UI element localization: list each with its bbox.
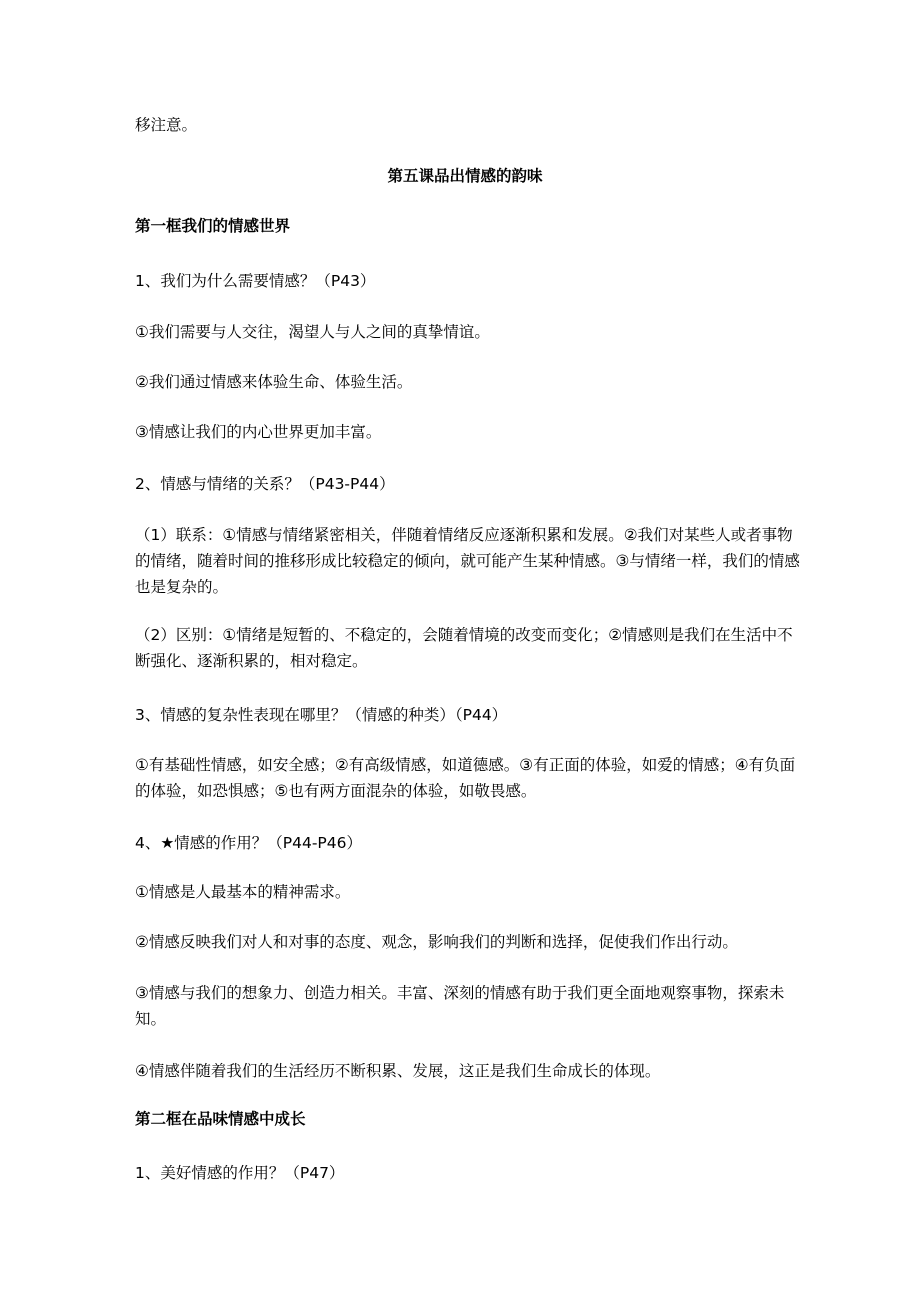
lesson-title: 第五课品出情感的韵味 xyxy=(387,167,543,185)
section-heading-1: 第一框我们的情感世界 xyxy=(135,217,291,235)
answer-3-1: ①有基础性情感，如安全感；②有高级情感，如道德感。③有正面的体验，如爱的情感；④有负面的体验，如恐惧感；⑤也有两方面混杂的体验，如敬畏感。 xyxy=(135,756,796,800)
question-3: 3、情感的复杂性表现在哪里？（情感的种类）（P44） xyxy=(135,706,508,724)
question-5: 1、美好情感的作用？（P47） xyxy=(135,1164,345,1182)
answer-2-2: （2）区别：①情绪是短暂的、不稳定的，会随着情境的改变而变化；②情感则是我们在生活中不断强化、逐渐积累的，相对稳定。 xyxy=(135,626,793,670)
answer-4-3: ③情感与我们的想象力、创造力相关。丰富、深刻的情感有助于我们更全面地观察事物，探索未知。 xyxy=(135,984,785,1028)
answer-4-4: ④情感伴随着我们的生活经历不断积累、发展，这正是我们生命成长的体现。 xyxy=(135,1062,661,1080)
question-1: 1、我们为什么需要情感？（P43） xyxy=(135,272,376,290)
answer-2-1: （1）联系：①情感与情绪紧密相关，伴随着情绪反应逐渐积累和发展。②我们对某些人或者事物的情绪，随着时间的推移形成比较稳定的倾向，就可能产生某种情感。③与情绪一样，我们的情感也是复杂的。 xyxy=(135,526,800,596)
question-4: 4、★情感的作用？（P44-P46） xyxy=(135,834,362,852)
section-heading-2: 第二框在品味情感中成长 xyxy=(135,1110,306,1128)
answer-4-1: ①情感是人最基本的精神需求。 xyxy=(135,883,351,901)
question-2: 2、情感与情绪的关系？（P43-P44） xyxy=(135,475,395,493)
answer-4-2: ②情感反映我们对人和对事的态度、观念，影响我们的判断和选择，促使我们作出行动。 xyxy=(135,933,738,951)
answer-1-2: ②我们通过情感来体验生命、体验生活。 xyxy=(135,373,413,391)
answer-1-3: ③情感让我们的内心世界更加丰富。 xyxy=(135,423,382,441)
answer-1-1: ①我们需要与人交往，渴望人与人之间的真挚情谊。 xyxy=(135,323,490,341)
paragraph-continuation: 移注意。 xyxy=(135,116,198,134)
